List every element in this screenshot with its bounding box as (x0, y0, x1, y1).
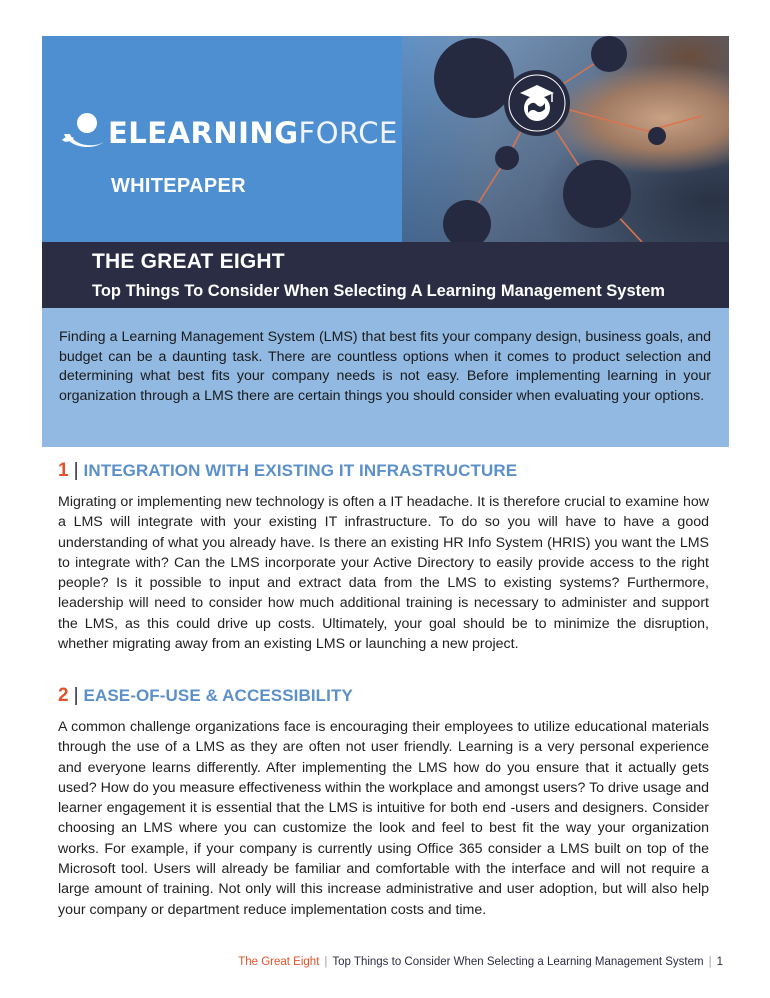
company-logo (60, 112, 398, 154)
logo-wordmark-bold: ELEARNING (108, 116, 299, 150)
document-subtitle: Top Things To Consider When Selecting A Learning Management System (92, 282, 665, 300)
footer-separator: | (708, 956, 712, 968)
footer-short-title: The Great Eight (238, 956, 320, 968)
header-banner (42, 36, 729, 242)
logo-wordmark-light: FORCE (298, 116, 398, 150)
intro-paragraph: Finding a Learning Management System (LMS) that best fits your company design, business goals, and budget can be a daunting task. There are countless options when it comes to product selection and determining what best fits your company needs is not easy. Before implementing learning in your organization through a LMS there are certain things you should consider when evaluating your options. (59, 329, 711, 404)
section-separator: | (73, 460, 79, 481)
section-separator: | (73, 685, 79, 706)
footer-separator: | (324, 956, 328, 968)
section-title: EASE-OF-USE & ACCESSIBILITY (83, 686, 353, 705)
page-number: 1 (716, 956, 723, 968)
section-heading (58, 685, 353, 707)
section-number: 2 (58, 685, 69, 706)
footer-document-title: Top Things to Consider When Selecting a Learning Management System (332, 956, 704, 968)
section-body: Migrating or implementing new technology is often a IT headache. It is therefore crucial to examine how a LMS will integrate with your existing IT infrastructure. To do so you will have to have a good understanding of what you already have. Is there an existing HR Info System (HRIS) you want the LMS to integrate with? Can the LMS incorporate your Active Directory to easily provide access to the right people? Is it possible to input and extract data from the LMS to existing systems? Furthermore, leadership will need to consider how much additional training is necessary to administer and support the LMS, as this could drive up costs. Ultimately, your goal should be to minimize the disruption, whether migrating away from an existing LMS or launching a new project. (58, 494, 709, 653)
document-type-label: WHITEPAPER (111, 175, 246, 197)
intro-box (42, 308, 729, 447)
logo-wordmark (108, 116, 398, 150)
section-number: 1 (58, 460, 69, 481)
section-heading (58, 460, 517, 482)
logo-mark-icon (60, 112, 106, 154)
page-footer (238, 956, 723, 968)
title-band (42, 242, 729, 308)
document-title: THE GREAT EIGHT (92, 250, 285, 273)
network-nodes-graphic (402, 36, 729, 242)
section-body: A common challenge organizations face is encouraging their employees to utilize educational materials through the use of a LMS as they are often not user friendly. Learning is a very personal experience and everyone learns differently. After implementing the LMS how do you ensure that it actually gets used? How do you measure effectiveness within the workplace and amongst users? To drive usage and learner engagement it is essential that the LMS is intuitive for both end -users and designers. Consider choosing an LMS where you can customize the look and feel to best fit the way your organization works. For example, if your company is currently using Office 365 consider a LMS built on top of the Microsoft tool. Users will already be familiar and comfortable with the interface and will not require a large amount of training. Not only will this increase administrative and user adoption, but will also help your company or department reduce implementation costs and time. (58, 719, 709, 918)
graduation-globe-icon (504, 70, 570, 136)
section-title: INTEGRATION WITH EXISTING IT INFRASTRUCTURE (83, 461, 518, 480)
